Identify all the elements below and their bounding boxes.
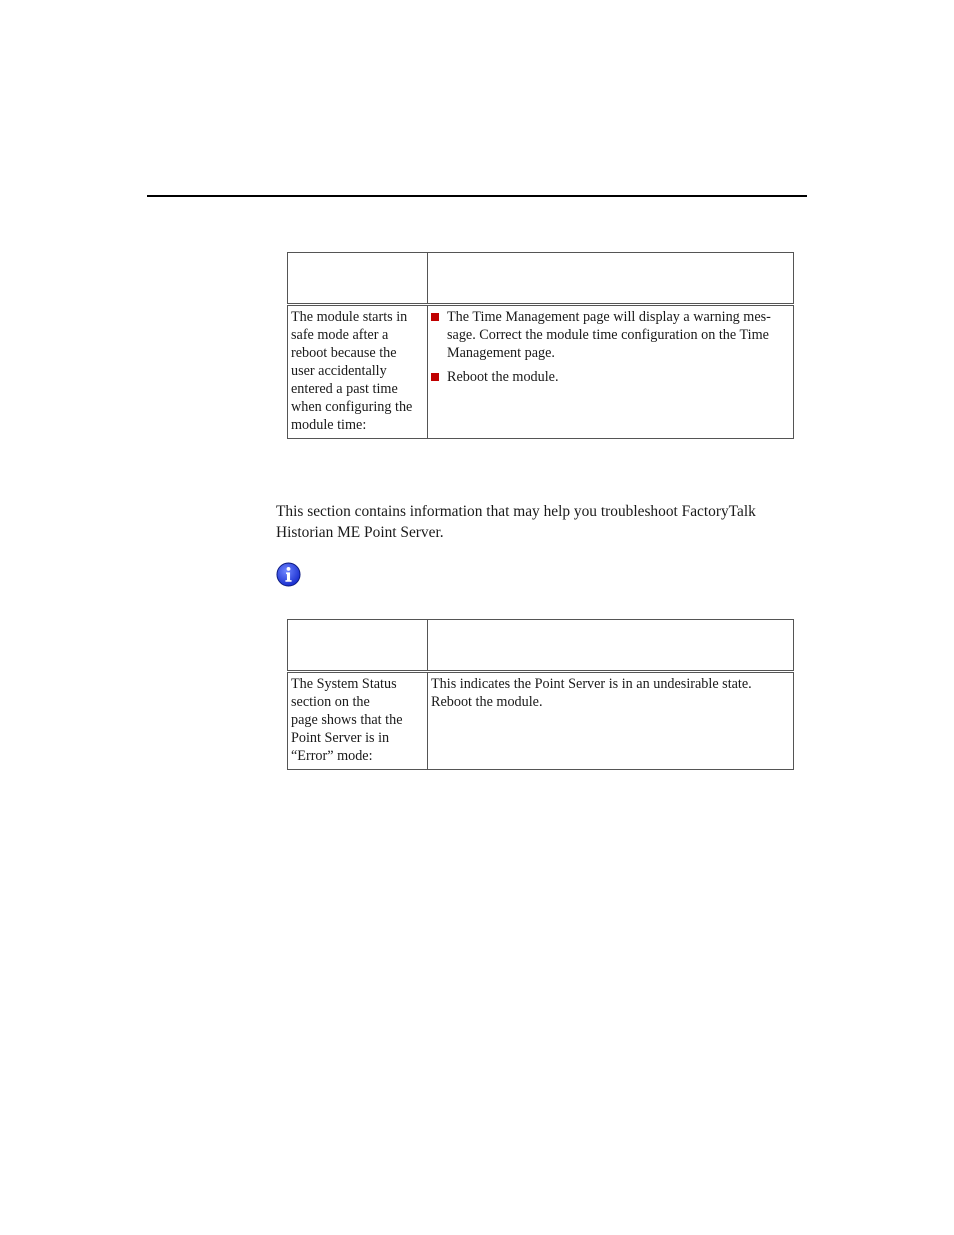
- problem-line: “Error” mode:: [291, 748, 373, 764]
- list-item: [431, 308, 790, 362]
- info-circle-icon: [276, 562, 301, 587]
- problem-line: safe mode after a: [291, 327, 389, 343]
- solution-cell: [428, 672, 794, 770]
- intro-line: This section contains information that may help you troubleshoot FactoryTalk: [276, 503, 756, 520]
- problem-cell: [288, 305, 428, 439]
- problem-line: section on the: [291, 694, 370, 710]
- table-row: [288, 672, 794, 770]
- table-row: [288, 305, 794, 439]
- bullet-square-icon: [431, 373, 439, 381]
- troubleshooting-table-time: [287, 252, 794, 439]
- list-item: [431, 368, 790, 386]
- solution-line: Management page.: [447, 345, 555, 361]
- bullet-square-icon: [431, 313, 439, 321]
- problem-line: when configuring the: [291, 399, 413, 415]
- troubleshooting-table-point-server: [287, 619, 794, 770]
- table-header-row: [288, 253, 794, 305]
- solution-list: [431, 308, 790, 386]
- solution-line: Reboot the module.: [431, 694, 543, 710]
- problem-line: Point Server is in: [291, 730, 390, 746]
- header-cell-solution: [428, 620, 794, 672]
- problem-line: entered a past time: [291, 381, 398, 397]
- problem-line: page shows that the: [291, 712, 403, 728]
- problem-line: reboot because the: [291, 345, 397, 361]
- solution-line: The Time Management page will display a warning mes-: [447, 309, 771, 325]
- intro-line: Historian ME Point Server.: [276, 524, 444, 541]
- problem-line: module time:: [291, 417, 367, 433]
- section-intro: [276, 501, 796, 543]
- table-header-row: [288, 620, 794, 672]
- solution-line: This indicates the Point Server is in an undesirable state.: [431, 676, 752, 692]
- problem-line: The System Status: [291, 676, 397, 692]
- solution-line: sage. Correct the module time configuration on the Time: [447, 327, 769, 343]
- header-rule: [147, 195, 807, 197]
- header-cell-problem: [288, 253, 428, 305]
- header-cell-solution: [428, 253, 794, 305]
- problem-line: user accidentally: [291, 363, 387, 379]
- problem-cell: [288, 672, 428, 770]
- header-cell-problem: [288, 620, 428, 672]
- solution-cell: [428, 305, 794, 439]
- problem-line: The module starts in: [291, 309, 408, 325]
- solution-line: Reboot the module.: [447, 369, 559, 385]
